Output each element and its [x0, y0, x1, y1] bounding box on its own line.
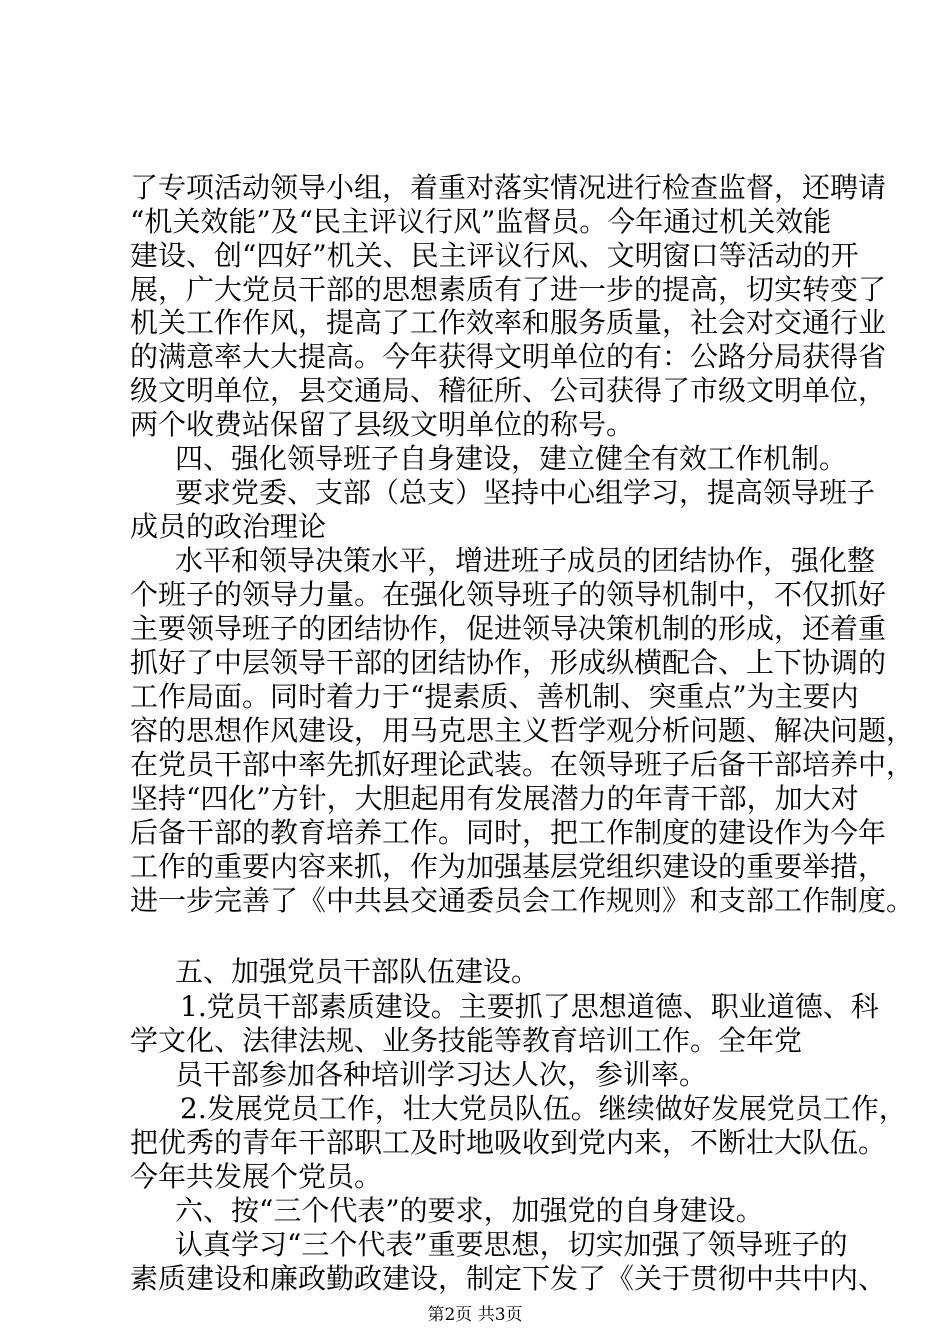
text-line: 学文化、法律法规、业务技能等教育培训工作。全年党 — [130, 1024, 803, 1057]
text-line: 把优秀的青年干部职工及时地吸收到党内来，不断壮大队伍。 — [130, 1126, 887, 1159]
text-line: 后备干部的教育培养工作。同时，把工作制度的建设作为今年 — [130, 816, 887, 849]
text-line: 级文明单位，县交通局、稽征所、公司获得了市级文明单位， — [130, 374, 887, 407]
text-line: 素质建设和廉政勤政建设，制定下发了《关于贯彻中共中内、 — [130, 1262, 887, 1295]
text-line: 了专项活动领导小组，着重对落实情况进行检查监督，还聘请 — [130, 171, 887, 204]
text-line: 工作的重要内容来抓，作为加强基层党组织建设的重要举措， — [130, 850, 887, 883]
text-line: 主要领导班子的团结协作，促进领导决策机制的形成，还着重 — [130, 612, 887, 645]
section-heading: 五、加强党员干部队伍建设。 — [175, 955, 540, 988]
text-line: 认真学习“三个代表”重要思想，切实加强了领导班子的 — [175, 1228, 848, 1261]
text-line: 机关工作作风，提高了工作效率和服务质量，社会对交通行业 — [130, 306, 887, 339]
text-line: 成员的政治理论 — [130, 510, 327, 543]
text-line: 建设、创“四好”机关、民主评议行风、文明窗口等活动的开 — [130, 239, 859, 272]
page-footer: 第2页 共3页 — [427, 1305, 523, 1325]
text-line: 水平和领导决策水平，增进班子成员的团结协作，强化整 — [175, 544, 876, 577]
text-line: 两个收费站保留了县级文明单位的称号。 — [130, 408, 635, 441]
text-line: 要求党委、支部（总支）坚持中心组学习，提高领导班子 — [175, 476, 876, 509]
text-line: 抓好了中层领导干部的团结协作，形成纵横配合、上下协调的 — [130, 646, 887, 679]
text-line: 容的思想作风建设，用马克思主义哲学观分析问题、解决问题， — [130, 714, 915, 747]
text-line: 在党员干部中率先抓好理论武装。在领导班子后备干部培养中， — [130, 748, 915, 781]
text-line: 1.党员干部素质建设。主要抓了思想道德、职业道德、科 — [180, 990, 879, 1023]
text-line: 坚持“四化”方针，大胆起用有发展潜力的年青干部，加大对 — [130, 782, 859, 815]
text-line: 展，广大党员干部的思想素质有了进一步的提高，切实转变了 — [130, 273, 887, 306]
text-line: 今年共发展个党员。 — [130, 1160, 383, 1193]
text-line: 个班子的领导力量。在强化领导班子的领导机制中，不仅抓好 — [130, 578, 887, 611]
text-line: 工作局面。同时着力于“提素质、善机制、突重点”为主要内 — [130, 680, 859, 713]
text-line: 进一步完善了《中共县交通委员会工作规则》和支部工作制度。 — [130, 884, 915, 917]
section-heading: 四、强化领导班子自身建设，建立健全有效工作机制。 — [175, 442, 848, 475]
text-line: 2.发展党员工作，壮大党员队伍。继续做好发展党员工作， — [180, 1092, 907, 1125]
text-line: 的满意率大大提高。今年获得文明单位的有：公路分局获得省 — [130, 340, 887, 373]
text-line: “机关效能”及“民主评议行风”监督员。今年通过机关效能 — [130, 205, 832, 238]
section-heading: 六、按“三个代表”的要求，加强党的自身建设。 — [175, 1194, 764, 1227]
text-line: 员干部参加各种培训学习达人次，参训率。 — [175, 1058, 708, 1091]
